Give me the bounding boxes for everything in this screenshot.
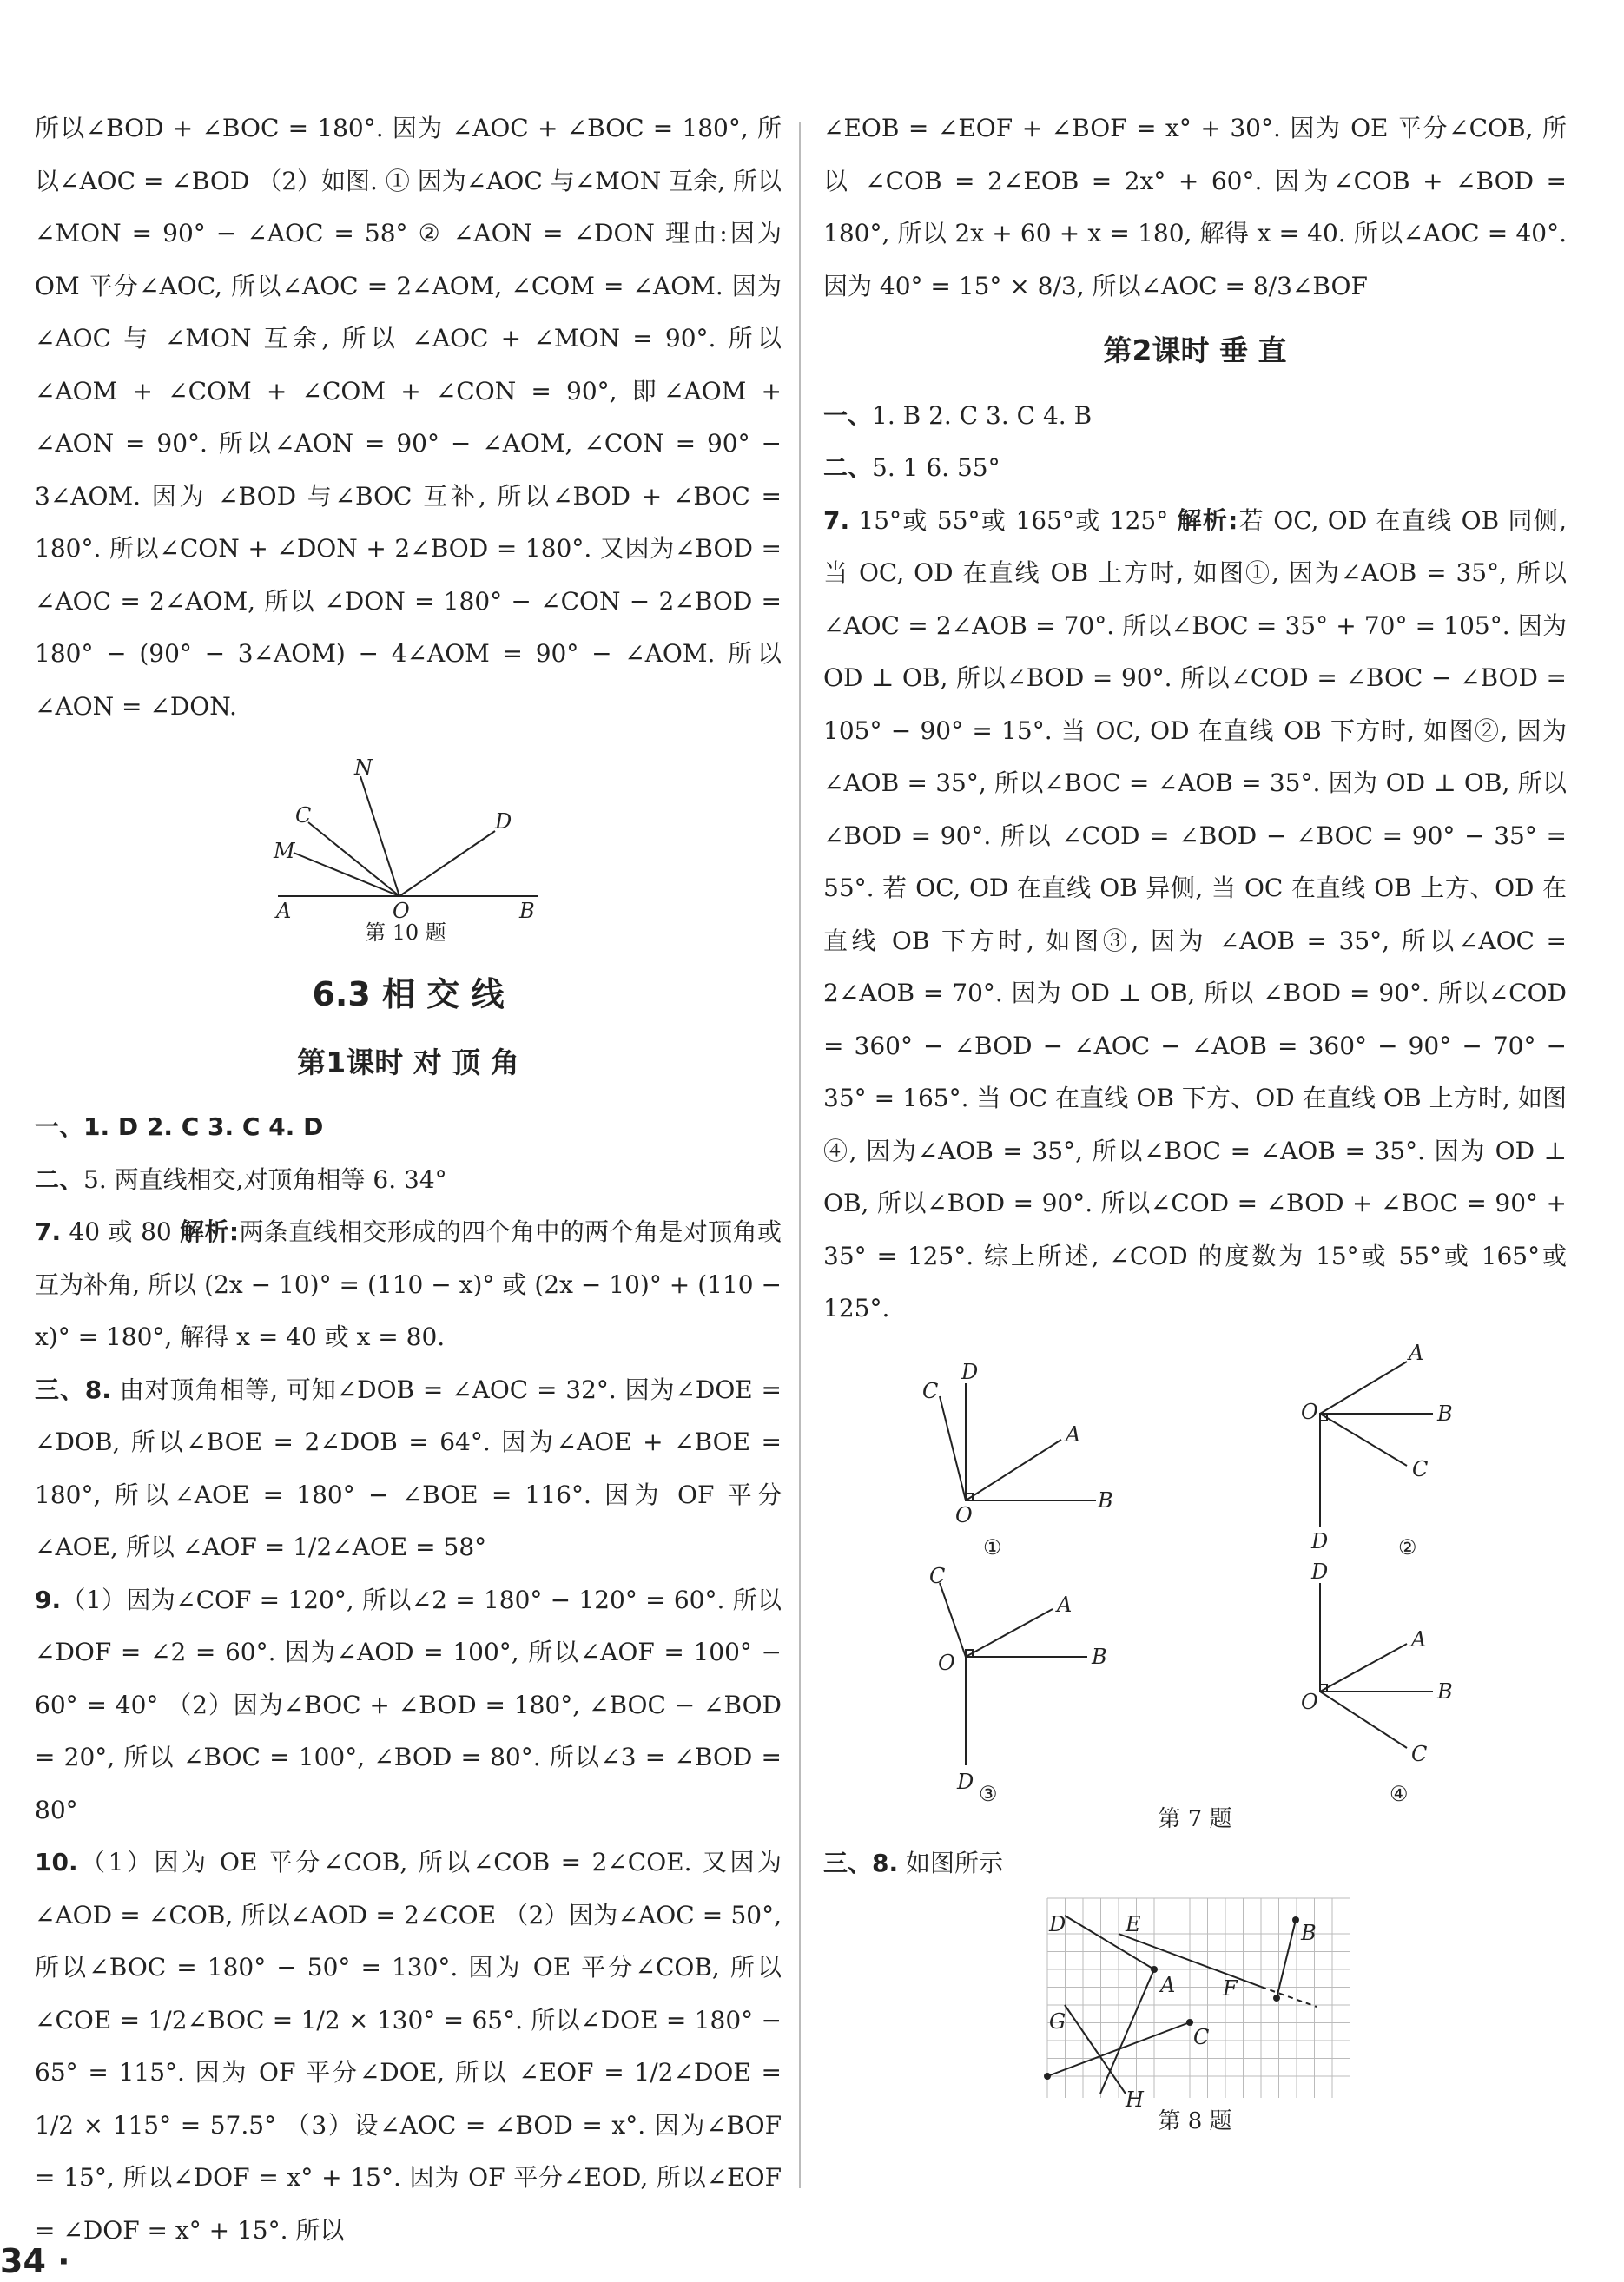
question-number: 10. xyxy=(35,1848,78,1876)
answer-part-2 xyxy=(823,442,1567,495)
analysis-text: 两条直线相交形成的四个角中的两个角是对顶角或互为补角, 所以 (2x − 10)° = (110 − x)° 或 (2x − 10)° + (110 − x)° = 180°, 解得 x = 40 或 x = 80. xyxy=(35,1217,782,1351)
question-number: 7. xyxy=(35,1217,62,1246)
label-A: A xyxy=(1160,1973,1176,1997)
answer-text: 如图所示 xyxy=(906,1848,1004,1877)
figure-10 xyxy=(261,757,556,944)
svg-text:D: D xyxy=(1311,1528,1329,1553)
choice-answers: 1. D 2. C 3. C 4. D xyxy=(83,1112,324,1141)
svg-text:O: O xyxy=(1301,1399,1318,1424)
answer-paragraph: ∠EOB = ∠EOF + ∠BOF = x° + 30°. 因为 OE 平分∠COB, 所以 ∠COB = 2∠EOB = 2x° + 60°. 因为∠COB + ∠BOD = 180°, 所以 2x + 60 + x = 180, 解得 x = 40. 所以∠AOC = 40°. 因为 40° = 15° × 8/3, 所以∠AOC = 8/3∠BOF xyxy=(823,114,1567,300)
analysis-label: 解析: xyxy=(1177,505,1238,535)
answer-paragraph: 所以∠BOD + ∠BOC = 180°. 因为 ∠AOC + ∠BOC = 180°, 所以∠AOC = ∠BOD （2）如图. ① 因为∠AOC 与∠MON 互余, 所以∠MON = 90° − ∠AOC = 58° ② ∠AON = ∠DON 理由:因为 OM 平分∠AOC, 所以∠AOC = 2∠AOM, ∠COM = ∠AOM. 因为∠AOC 与 ∠MON 互余, 所以 ∠AOC + ∠MON = 90°. 所以 ∠AOM + ∠COM + ∠COM + ∠CON = 90°, 即∠AOM + ∠AON = 90°. 所以∠AON = 90° − ∠AOM, ∠CON = 90° − 3∠AOM. 因为 ∠BOD 与∠BOC 互补, 所以∠BOD + ∠BOC = 180°. 所以∠CON + ∠DON + 2∠BOD = 180°. 又因为∠BOD = ∠AOC = 2∠AOM, 所以 ∠DON = 180° − ∠CON − 2∠BOD = 180° − (90° − 3∠AOM) − 4∠AOM = 90° − ∠AOM. 所以∠AON = ∠DON. xyxy=(35,114,782,721)
answer-q7 xyxy=(35,1206,782,1364)
answer-q10 xyxy=(35,1837,782,2257)
left-column xyxy=(35,102,782,2257)
section-title: 6.3 相 交 线 xyxy=(312,975,505,1013)
analysis-text: 若 OC, OD 在直线 OB 同侧, 当 OC, OD 在直线 OB 上方时, 如图①, 因为∠AOB = 35°, 所以 ∠AOC = 2∠AOB = 70°. 所以∠BOC = 35° + 70° = 105°. 因为 OD ⊥ OB, 所以∠BOD = 90°. 所以∠COD = ∠BOC − ∠BOD = 105° − 90° = 15°. 当 OC, OD 在直线 OB 下方时, 如图②, 因为∠AOB = 35°, 所以∠BOC = ∠AOB = 35°. 因为 OD ⊥ OB, 所以∠BOD = 90°. 所以 ∠COD = ∠BOD − ∠BOC = 90° − 35° = 55°. 若 OC, OD 在直线 OB 异侧, 当 OC 在直线 OB 上方、OD 在直线 OB 下方时, 如图③, 因为 ∠AOB = 35°, 所以∠AOC = 2∠AOB = 70°. 因为 OD ⊥ OB, 所以 ∠BOD = 90°. 所以∠COD = 360° − ∠BOD − ∠AOC − ∠AOB = 360° − 90° − 70° − 35° = 165°. 当 OC 在直线 OB 下方、OD 在直线 OB 上方时, 如图④, 因为∠AOB = 35°, 所以∠BOC = ∠AOB = 35°. 因为 OD ⊥ OB, 所以∠BOD = 90°. 所以∠COD = ∠BOD + ∠BOC = 90° + 35° = 125°. 综上所述, ∠COD 的度数为 15°或 55°或 165°或 125°. xyxy=(823,505,1568,1322)
figure-caption: 第 10 题 xyxy=(365,920,446,944)
analysis-label: 解析: xyxy=(180,1217,240,1246)
figure-7-1 xyxy=(896,1344,1122,1561)
answer-q7 xyxy=(823,495,1567,1336)
label-G: G xyxy=(1049,2009,1066,2034)
question-number: 三、8. xyxy=(35,1375,111,1404)
figure-caption: 第 8 题 xyxy=(1158,2108,1232,2134)
answer-part-1 xyxy=(823,390,1567,443)
answer-text: 由对顶角相等, 可知∠DOB = ∠AOC = 32°. 因为∠DOE = ∠DOB, 所以∠BOE = 2∠DOB = 64°. 因为∠AOE + ∠BOE = 180°, 所以∠AOE = 180° − ∠BOE = 116°. 因为 OF 平分∠AOE, 所以 ∠AOF = 1/2∠AOE = 58° xyxy=(35,1375,782,1561)
svg-text:O: O xyxy=(938,1650,955,1675)
figure-7 xyxy=(823,1344,1567,1834)
column-divider xyxy=(799,122,801,2188)
lesson-title: 第1课时 对 顶 角 xyxy=(297,1045,519,1079)
svg-text:C: C xyxy=(1411,1741,1428,1766)
sub-label: ③ xyxy=(979,1781,998,1804)
label-H: H xyxy=(1126,2087,1144,2107)
svg-text:B: B xyxy=(1437,1679,1453,1704)
choice-answers: 1. B 2. C 3. C 4. B xyxy=(872,400,1093,430)
label-E: E xyxy=(1126,1912,1141,1936)
lesson-title: 第2课时 垂 直 xyxy=(1103,333,1287,367)
label-D: D xyxy=(1049,1912,1066,1936)
fill-answers: 5. 两直线相交,对顶角相等 6. 34° xyxy=(83,1164,447,1194)
svg-text:A: A xyxy=(1057,1592,1073,1617)
svg-text:A: A xyxy=(1411,1626,1427,1652)
answer-q9 xyxy=(35,1574,782,1837)
part-label: 一、 xyxy=(823,400,873,430)
label-M: M xyxy=(274,839,295,863)
svg-text:O: O xyxy=(955,1502,973,1527)
svg-text:D: D xyxy=(1311,1560,1329,1584)
figure-caption: 第 7 题 xyxy=(1158,1805,1232,1832)
svg-text:B: B xyxy=(1098,1487,1113,1513)
label-B: B xyxy=(519,899,535,923)
label-D: D xyxy=(495,809,512,834)
answer-part-1 xyxy=(35,1101,782,1154)
svg-text:C: C xyxy=(929,1563,946,1588)
svg-text:A: A xyxy=(1066,1421,1081,1447)
sub-label: ④ xyxy=(1390,1781,1409,1804)
svg-text:B: B xyxy=(1437,1401,1453,1426)
label-A: A xyxy=(276,899,292,923)
fill-answers: 5. 1 6. 55° xyxy=(872,453,1000,482)
page-number: 34 · xyxy=(0,2242,70,2280)
part-label: 一、 xyxy=(35,1112,84,1141)
part-label: 二、 xyxy=(823,453,873,482)
answer-value: 40 或 80 xyxy=(69,1217,172,1246)
right-column xyxy=(823,102,1567,2136)
answer-q8 xyxy=(823,1837,1567,1890)
answer-part-2 xyxy=(35,1154,782,1207)
svg-text:D: D xyxy=(957,1769,974,1794)
question-number: 9. xyxy=(35,1585,62,1614)
svg-text:D: D xyxy=(961,1359,979,1384)
svg-text:A: A xyxy=(1409,1343,1424,1365)
sub-label: ① xyxy=(983,1534,1002,1560)
svg-text:C: C xyxy=(922,1378,939,1403)
answer-text: （1）因为∠COF = 120°, 所以∠2 = 180° − 120° = 60°. 所以 ∠DOF = ∠2 = 60°. 因为∠AOD = 100°, 所以∠AOF = 100° − 60° = 40° （2）因为∠BOC + ∠BOD = 180°, ∠BOC − ∠BOD = 20°, 所以 ∠BOC = 100°, ∠BOD = 80°. 所以∠3 = ∠BOD = 80° xyxy=(35,1585,782,1824)
sub-label: ② xyxy=(1398,1534,1417,1560)
figure-7-3 xyxy=(896,1561,1122,1804)
figure-7-2 xyxy=(1268,1344,1494,1561)
figure-8 xyxy=(823,1890,1567,2136)
part-label: 二、 xyxy=(35,1164,84,1194)
answer-value: 15°或 55°或 165°或 125° xyxy=(858,505,1169,535)
question-number: 三、8. xyxy=(823,1848,899,1877)
svg-text:B: B xyxy=(1092,1644,1107,1669)
label-F: F xyxy=(1223,1976,1238,2001)
answer-q8 xyxy=(35,1364,782,1574)
figure-8-grid xyxy=(1030,1890,1360,2107)
label-C: C xyxy=(1193,2025,1210,2049)
answer-text: （1）因为 OE 平分∠COB, 所以∠COB = 2∠COE. 又因为 ∠AOD = ∠COB, 所以∠AOD = 2∠COE （2）因为∠AOC = 50°, 所以∠BOC = 180° − 50° = 130°. 因为 OE 平分∠COB, 所以∠COE = 1/2∠BOC = 1/2 × 130° = 65°. 所以∠DOE = 180° − 65° = 115°. 因为 OF 平分∠DOE, 所以 ∠EOF = 1/2∠DOE = 1/2 × 115° = 57.5° （3）设∠AOC = ∠BOD = x°. 因为∠BOF = 15°, 所以∠DOF = x° + 15°. 因为 OF 平分∠EOD, 所以∠EOF = ∠DOF = x° + 15°. 所以 xyxy=(35,1848,782,2245)
label-N: N xyxy=(354,757,373,780)
label-O: O xyxy=(393,899,410,923)
figure-7-4 xyxy=(1268,1561,1494,1804)
svg-text:O: O xyxy=(1301,1689,1318,1714)
svg-text:C: C xyxy=(1412,1456,1429,1481)
label-B: B xyxy=(1301,1921,1317,1945)
question-number: 7. xyxy=(823,505,850,535)
label-C: C xyxy=(295,803,312,828)
